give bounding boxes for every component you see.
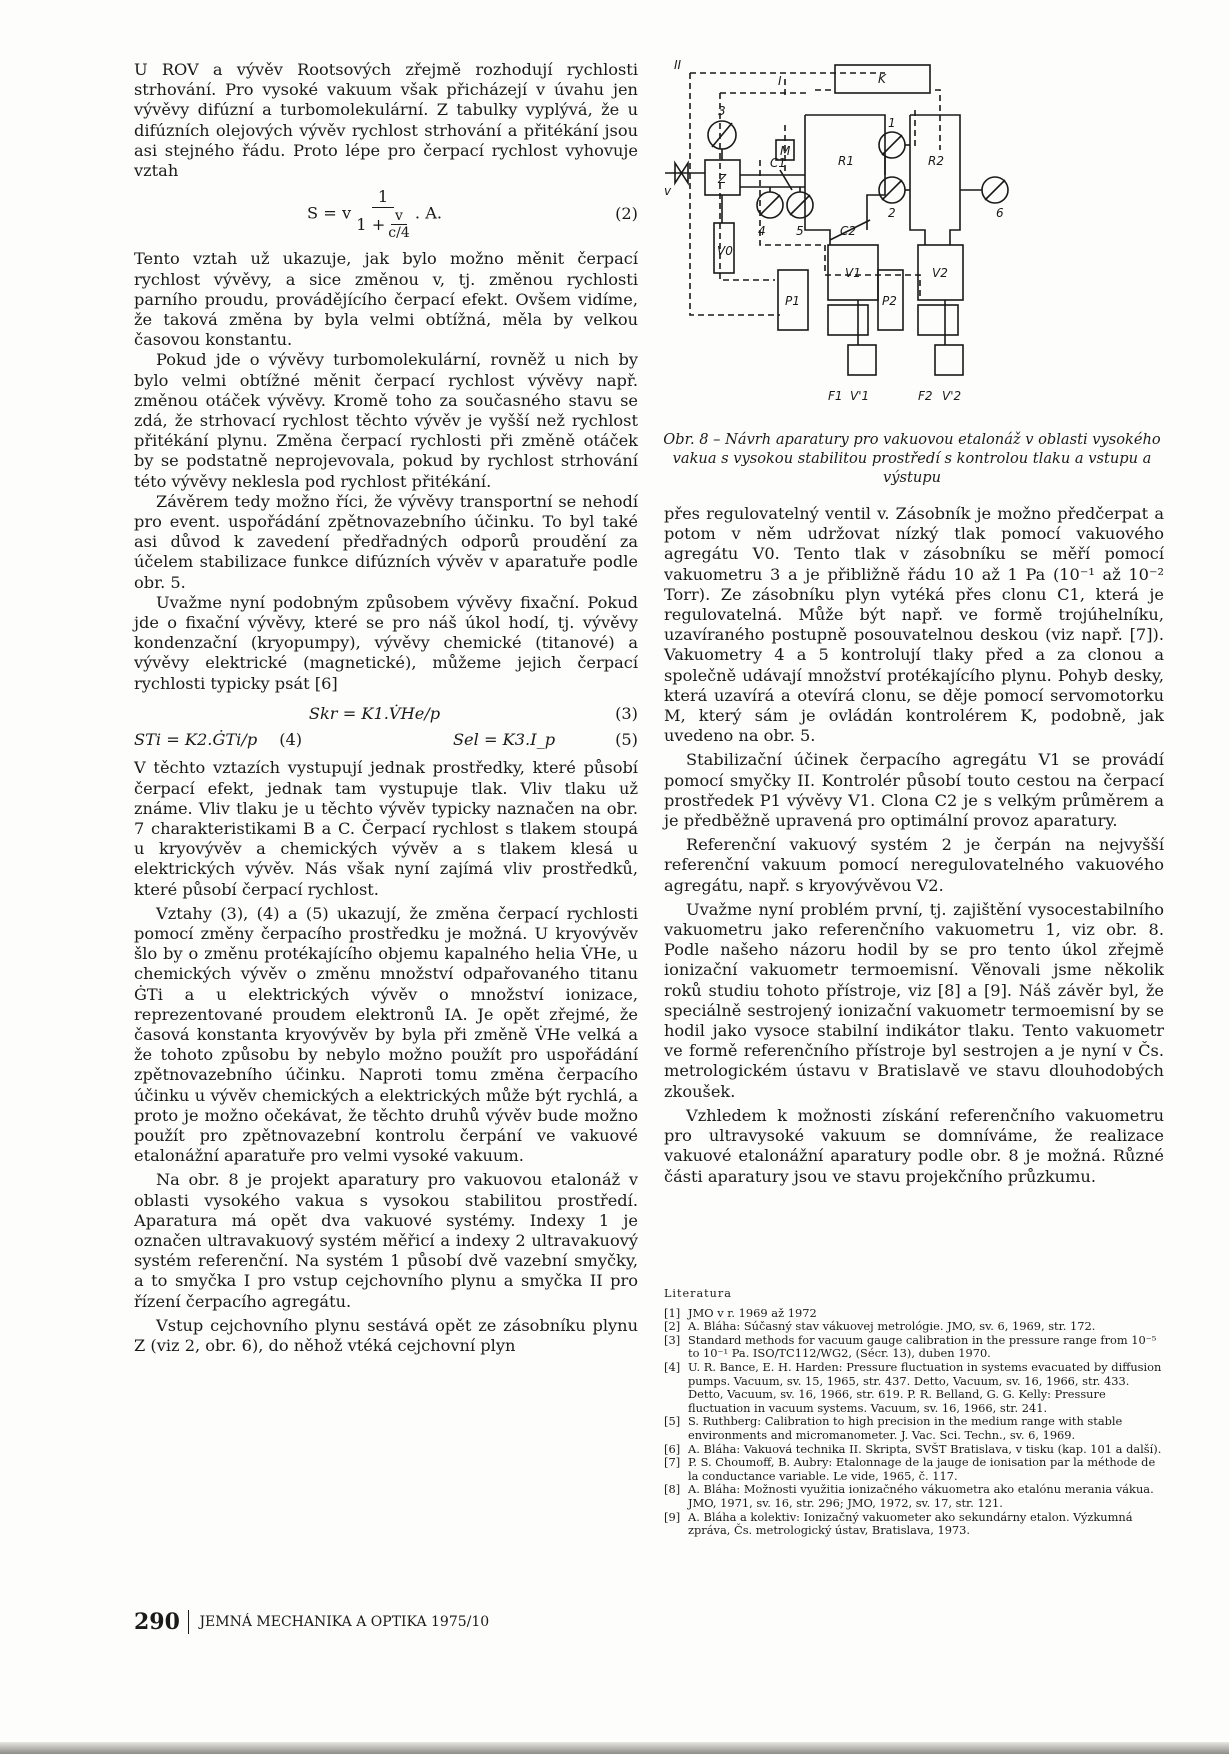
paragraph: U ROV a vývěv Rootsových zřejmě rozhodují rychlosti strhování. Pro vysoké vakuum však přicházejí v úvahu jen vývěvy difúzní a turbomolekulární. Z tabulky vyplývá, že u difúzních olejových vývěv rychlost strhování a přitékání jsou asi stejného řádu. Proto lépe pro čerpací rychlost vyhovuje vztah [134, 60, 638, 181]
label-6: 6 [996, 206, 1004, 220]
label-R1: R1 [838, 154, 854, 168]
reference-item [664, 1361, 1164, 1415]
reference-number: [7] [664, 1455, 681, 1470]
reference-item [664, 1511, 1164, 1538]
label-C1: C1 [770, 156, 787, 170]
reference-item [664, 1415, 1164, 1442]
eq-tail: . A. [414, 203, 443, 223]
reference-number: [9] [664, 1509, 681, 1524]
apparatus-schematic [660, 55, 1160, 420]
label-V1: V1 [845, 266, 861, 280]
reference-text: JMO v r. 1969 až 1972 [688, 1305, 817, 1320]
reference-number: [2] [664, 1319, 681, 1334]
paragraph: Na obr. 8 je projekt aparatury pro vakuovou etalonáž v oblasti vysokého vakua s vysokou stabilitou prostředí. Aparatura má opět dva vakuové systémy. Indexy 1 je označen ultravakuový systém měřicí a indexy 2 ultravakuový systém referenční. Na systém 1 působí dvě vazební smyčky, a to smyčka I pro vstup cejchovního plynu a smyčka II pro řízení čerpacího agregátu. [134, 1170, 638, 1311]
paragraph: Stabilizační účinek čerpacího agregátu V1 se provádí pomocí smyčky II. Kontrolér působí touto cestou na čerpací prostředek P1 vývěvy V1. Clona C2 je s velkým průměrem a je předběžně upravená pro optimální provoz aparatury. [664, 750, 1164, 831]
journal-title: JEMNÁ MECHANIKA A OPTIKA 1975/10 [199, 1614, 490, 1630]
paragraph: V těchto vztazích vystupují jednak prostředky, které působí čerpací efekt, jednak tam vystupuje tlak. Vliv tlaku už známe. Vliv tlaku je u těchto vývěv typicky naznačen na obr. 7 charakteristikami B a C. Čerpací rychlost s tlakem stoupá u kryovývěv a chemických vývěv a s tlakem klesá u elektrických vývěv. Nás však nyní zajímá vliv prostředků, které působí čerpací rychlost. [134, 758, 638, 899]
paragraph: Uvažme nyní problém první, tj. zajištění vysocestabilního vakuometru jako referenčního vakuometru 1, viz obr. 8. Podle našeho názoru hodil by se pro tento úkol zřejmě ionizační vakuometr termoemisní. Věnovali jsme několik roků studiu tohoto přístroje, viz [8] a [9]. Náš závěr byl, že speciálně sestrojený ionizační vakuometr termoemisní by se hodil jako vysoce stabilní indikátor tlaku. Tento vakuometr ve formě referenčního přístroje byl sestrojen a je nyní v Čs. metrologickém ústavu v Bratislavě ve stavu dlouhodobých zkoušek. [664, 899, 1164, 1101]
paragraph: Závěrem tedy možno říci, že vývěvy transportní se nehodí pro event. uspořádání zpětnovazebního účinku. To byl také asi důvod k zavedení předřadných odporů proudění za účelem stabilizace funkce difúzních vývěv v aparatuře podle obr. 5. [134, 491, 638, 592]
label-F2: F2 [918, 389, 933, 403]
equation-body: Skr = K1.V̇He/p [308, 703, 441, 723]
equation-2 [134, 187, 638, 241]
paragraph: Vzhledem k možnosti získání referenčního vakuometru pro ultravysoké vakuum se domníváme, že realizace vakuové etalonážní aparatury podle obr. 8 je možná. Různé části aparatury jsou ve stavu projekčního průzkumu. [664, 1105, 1164, 1186]
equation-4-body: STi = K2.ĠTi/p [134, 730, 258, 750]
equation-label: (3) [615, 703, 638, 723]
reference-text: A. Bláha: Vakuová technika II. Skripta, SVŠT Bratislava, v tisku (kap. 101 a další). [688, 1441, 1162, 1456]
references [664, 1287, 1164, 1538]
reference-number: [3] [664, 1332, 681, 1347]
reference-text: A. Bláha: Možnosti využitia ionizačného vákuometra ako etalónu merania vákua. JMO, 1971, sv. 16, str. 296; JMO, 1972, sv. 17, str. 121. [688, 1482, 1154, 1510]
reference-number: [4] [664, 1359, 681, 1374]
label-4: 4 [758, 224, 766, 238]
references-title: Literatura [664, 1287, 732, 1300]
label-K: K [878, 72, 886, 86]
label-V2-prime: V'2 [942, 389, 962, 403]
paragraph: přes regulovatelný ventil v. Zásobník je možno předčerpat a potom v něm udržovat nízký tlak pomocí vakuového agregátu V0. Tento tlak v zásobníku se měří pomocí vakuometru 3 a je přibližně řádu 10 až 1 Pa (10⁻¹ až 10⁻² Torr). Ze zásobníku plyn vytéká přes clonu C1, která je regulovatelná. Může být např. ve formě trojúhelníku, uzavíraného postupně posouvatelnou deskou (viz např. [7]). Vakuometry 4 a 5 kontrolují tlaky před a za clonou a společně udávají množství protékajícího plynu. Pohyb desky, která uzavírá a otevírá clonu, se děje pomocí servomotorku M, který sám je ovládán kontrolérem K, podobně, jak uvedeno na obr. 5. [664, 504, 1164, 746]
label-C2: C2 [840, 224, 857, 238]
equation-body [134, 187, 615, 241]
eq-numerator: 1 [372, 187, 394, 208]
reference-item [664, 1320, 1164, 1334]
reference-item [664, 1307, 1164, 1321]
eq-small-fraction [388, 208, 409, 241]
label-I: I [778, 74, 782, 88]
eq-denominator [356, 208, 409, 241]
label-1: 1 [888, 116, 896, 130]
label-3: 3 [718, 104, 726, 118]
paragraph: Referenční vakuový systém 2 je čerpán na nejvyšší referenční vakuum pomocí neregulovatelného vakuového agregátu, např. s kryovývěvou V2. [664, 835, 1164, 895]
paragraph: Vstup cejchovního plynu sestává opět ze zásobníku plynu Z (viz 2, obr. 6), do něhož vtéká cejchovní plyn [134, 1315, 638, 1355]
paragraph: Pokud jde o vývěvy turbomolekulární, rovněž u nich by bylo velmi obtížné měnit čerpací rychlost vývěvy např. změnou otáček vývěvy. Kromě toho za současného stavu se zdá, že strhovací rychlost těchto vývěv je vyšší než rychlost přitékání plynu. Změna čerpací rychlosti při změně otáček by se podstatně neprojevovala, pokud by rychlost strhování této vývěvy neklesla pod rychlost přitékání. [134, 350, 638, 491]
right-column [664, 504, 1164, 1187]
page-footer [134, 1609, 489, 1635]
label-II: II [674, 58, 682, 72]
reference-number: [8] [664, 1482, 681, 1497]
label-Z: Z [718, 172, 727, 186]
label-M: M [780, 144, 791, 158]
reference-text: Standard methods for vacuum gauge calibration in the pressure range from 10⁻⁵ to 10⁻¹ Pa. ISO/TC112/WG2, (Sécr. 13), duben 1970. [688, 1332, 1157, 1361]
reference-number: [6] [664, 1441, 681, 1456]
reference-text: U. R. Bance, E. H. Harden: Pressure fluctuation in systems evacuated by diffusion pumps. Vacuum, sv. 15, 1965, str. 437. Detto, Vacuum, sv. 16, 1966, str. 433. Detto, Vacuum, sv. 16, 1966, str. 619. P. R. Belland, G. G. Kelly: Pressure fluctuation in vacuum systems. Vacuum, sv. 16, 1966, str. 241. [688, 1359, 1162, 1415]
figure-8-diagram [660, 55, 1160, 420]
reference-item [664, 1443, 1164, 1457]
reference-number: [1] [664, 1305, 681, 1320]
label-F1: F1 [828, 389, 843, 403]
eq-den-prefix: 1 + [356, 214, 386, 234]
equation-label: (2) [615, 204, 638, 224]
reference-item [664, 1483, 1164, 1510]
label-v: v [664, 184, 672, 198]
left-column [134, 60, 638, 1356]
label-V1-prime: V'1 [850, 389, 870, 403]
equation-3 [134, 704, 638, 724]
label-V0: V0 [717, 244, 733, 258]
eq-fraction [356, 187, 409, 241]
reference-text: A. Bláha a kolektiv: Ionizačný vakuometer ako sekundárny etalon. Výzkumná zpráva, Čs. metrologický ústav, Bratislava, 1973. [688, 1509, 1133, 1538]
equation-label: (5) [615, 730, 638, 750]
eq-small-num: v [391, 208, 407, 225]
footer-divider [188, 1610, 190, 1634]
paragraph: Uvažme nyní podobným způsobem vývěvy fixační. Pokud jde o fixační vývěvy, které se pro náš úkol hodí, tj. vývěvy kondenzační (kryopumpy), vývěvy chemické (titanové) a vývěvy elektrické (magnetické), můžeme jejich čerpací rychlosti typicky psát [6] [134, 592, 638, 693]
equation-4-5 [134, 730, 638, 750]
scan-edge [0, 1742, 1229, 1754]
label-P1: P1 [785, 294, 800, 308]
reference-item [664, 1456, 1164, 1483]
reference-text: S. Ruthberg: Calibration to high precision in the medium range with stable environments and micromanometer. J. Vac. Sci. Techn., sv. 6, 1969. [688, 1414, 1123, 1442]
label-2: 2 [888, 206, 896, 220]
label-V2: V2 [932, 266, 948, 280]
paragraph: Vztahy (3), (4) a (5) ukazují, že změna čerpací rychlosti pomocí změny čerpacího prostředku je možná. U kryovývěv šlo by o změnu protékajícího objemu kapalného helia V̇He, u chemických vývěv o změnu množství odpařovaného titanu ĠTi a u elektrických vývěv o množství ionizace, reprezentované proudem elektronů IA. Je opět zřejmé, že časová konstanta kryovývěv by byla při změně V̇He velká a že tohoto způsobu by nebylo možno použít pro uspořádání zpětnovazebního účinku. Naproti tomu změna čerpacího účinku u vývěv chemických a elektrických může být rychlá, a proto je možno očekávat, že těchto druhů vývěv bude možno použít pro zpětnovazební kontrolu čerpání ve vakuové etalonážní aparatuře pro velmi vysoké vakuum. [134, 903, 638, 1166]
label-5: 5 [796, 224, 804, 238]
label-P2: P2 [882, 294, 897, 308]
figure-caption: Obr. 8 – Návrh aparatury pro vakuovou etalonáž v oblasti vysokého vakua s vysokou stabilitou prostředí s kontrolou tlaku a vstupu a výstupu [663, 431, 1161, 486]
label-R2: R2 [928, 154, 944, 168]
equation-label: (4) [279, 730, 303, 750]
paragraph: Tento vztah už ukazuje, jak bylo možno měnit čerpací rychlost vývěvy, a sice změnou v, tj. změnou rychlosti parního proudu, provádějícího čerpací efekt. Ovšem vidíme, že taková změna by byla velmi obtížná, měla by velkou časovou konstantu. [134, 249, 638, 350]
reference-number: [5] [664, 1414, 681, 1429]
equation-5-body: Sel = K3.I_p [452, 730, 556, 750]
reference-item [664, 1334, 1164, 1361]
eq-lhs: S = v [307, 203, 352, 223]
reference-text: A. Bláha: Súčasný stav vákuovej metrológie. JMO, sv. 6, 1969, str. 172. [688, 1319, 1096, 1334]
reference-text: P. S. Choumoff, B. Aubry: Etalonnage de la jauge de ionisation par la méthode de la conductance variable. Le vide, 1965, č. 117. [688, 1455, 1156, 1483]
page-number: 290 [134, 1609, 180, 1635]
eq-small-den: c/4 [388, 225, 410, 242]
